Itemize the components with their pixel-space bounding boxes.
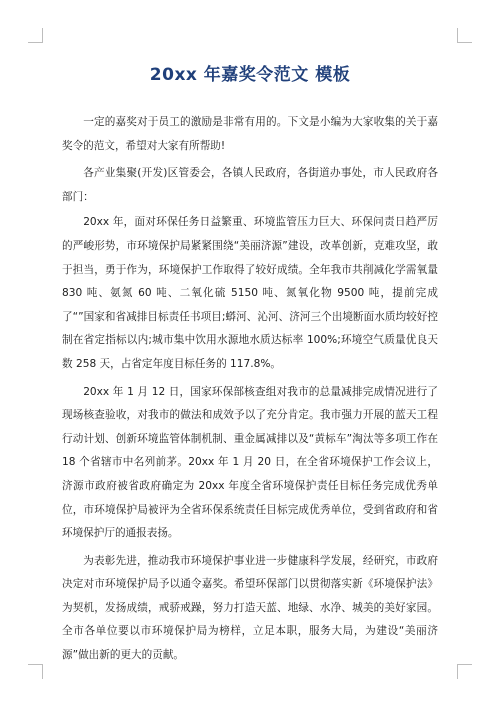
paragraph-recognition: 20xx 年 1 月 12 日，国家环保部核查组对我市的总量减排完成情况进行了现场核查验收，对我市的做法和成效予以了充分肯定。我市强力开展的蓝天工程行动计划、创新环境监管体制机制、重金属减排以及“黄标车”淘汰等多项工作在 18 个省辖市中名列前茅。20xx 年 1 月 20 日，在全省环境保护工作会议上，济源市政府被省政府确定为 20xx 年度全省环境保护责任目标任务完成优秀单位，市环境保护局被评为全省环保系统责任目标完成优秀单位，受到省政府和省环境保护厅的通报表扬。 (62, 385, 438, 540)
crop-mark-top-left (28, 28, 43, 43)
crop-mark-bottom-right (457, 664, 472, 679)
paragraph-intro: 一定的嘉奖对于员工的激励是非常有用的。下文是小编为大家收集的关于嘉奖令的范文，希望对大家有所帮助! (62, 116, 438, 152)
document-body (62, 60, 438, 672)
crop-mark-bottom-left (28, 664, 43, 679)
document-title: 20xx 年嘉奖令范文 模板 (149, 65, 351, 85)
crop-mark-top-right (457, 28, 472, 43)
paragraph-recipients: 各产业集聚(开发)区管委会，各镇人民政府，各街道办事处，市人民政府各部门： (62, 167, 438, 203)
paragraph-commendation: 为表彰先进，推动我市环境保护事业进一步健康科学发展，经研究，市政府决定对市环境保护局予以通令嘉奖。希望环保部门以贯彻落实新《环境保护法》为契机，发扬成绩，戒骄戒躁，努力打造天蓝、地绿、水净、城美的美好家园。全市各单位要以市环境保护局为榜样，立足本职，服务大局，为建设“美丽济源”做出新的更大的贡献。 (62, 554, 438, 662)
paragraph-achievements: 20xx 年，面对环保任务日益繁重、环境监管压力巨大、环保问责日趋严厉的严峻形势，市环境保护局紧紧围绕“美丽济源”建设，改革创新，克难攻坚，敢于担当，勇于作为，环境保护工作取得了较好成绩。全年我市共削减化学需氧量 830 吨、氨氮 60 吨、二氧化硫 5150 吨、氮氧化物 9500 吨，提前完成了“”国家和省减排目标责任书项目;蟒河、沁河、济河三个出境断面水质均较好控制在省定指标以内;城市集中饮用水源地水质达标率 100%;环境空气质量优良天数 258 天，占省定年度目标任务的 117.8%。 (62, 216, 438, 370)
